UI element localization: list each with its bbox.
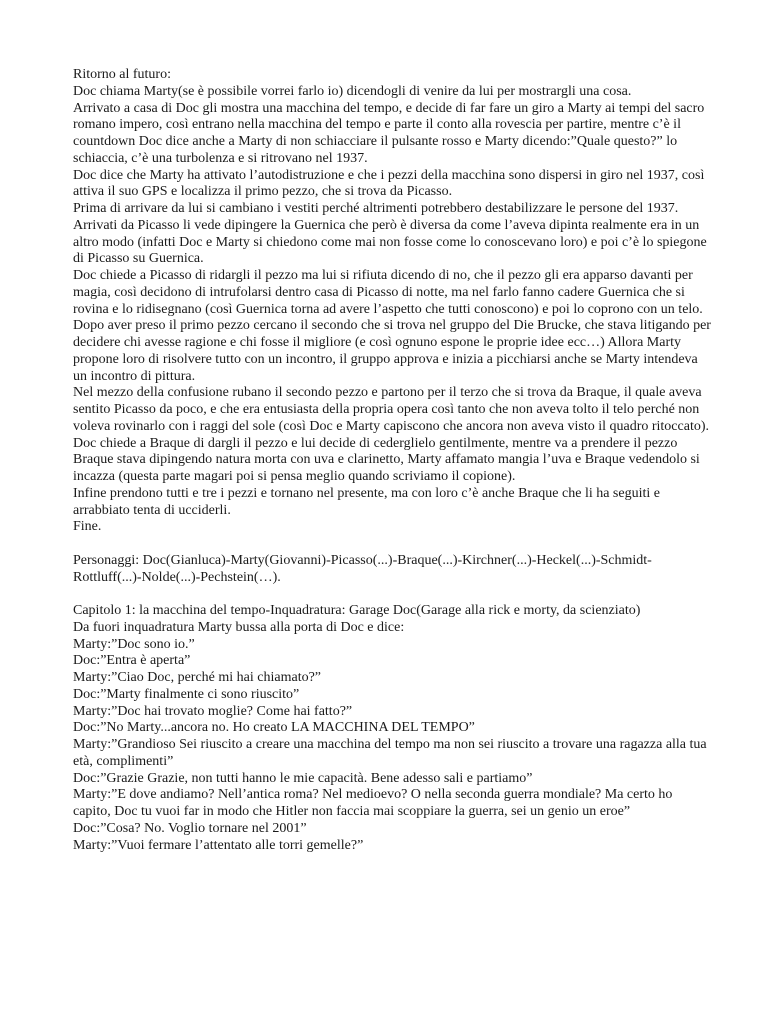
document-page bbox=[73, 67, 713, 854]
dialogue-line: Doc:”Entra è aperta” bbox=[73, 653, 191, 669]
summary-heading: Ritorno al futuro: bbox=[73, 67, 171, 82]
dialogue-line: Marty:”E dove andiamo? Nell’antica roma? Nel medioevo? O nella seconda guerra mondiale? Ma certo ho capito, Doc tu vuoi far in modo che Hitler non faccia mai scoppiare la guerra, sei un genio un eroe” bbox=[73, 787, 673, 819]
stage-direction: Da fuori inquadratura Marty bussa alla porta di Doc e dice: bbox=[73, 619, 405, 635]
blank-line bbox=[73, 586, 713, 603]
dialogue-line: Marty:”Doc hai trovato moglie? Come hai fatto?” bbox=[73, 703, 353, 719]
dialogue-line: Marty:”Ciao Doc, perché mi hai chiamato?” bbox=[73, 670, 322, 685]
dialogue-line: Marty:”Vuoi fermare l’attentato alle torri gemelle?” bbox=[73, 837, 364, 853]
chapter-heading: Capitolo 1: la macchina del tempo-Inquadratura: Garage Doc(Garage alla rick e morty, da scienziato) bbox=[73, 603, 641, 618]
summary-paragraph: Infine prendono tutti e tre i pezzi e tornano nel presente, ma con loro c’è anche Braque che li ha seguiti e arrabbiato tenta di ucciderli. bbox=[73, 485, 660, 518]
dialogue-line: Doc:”Cosa? No. Voglio tornare nel 2001” bbox=[73, 820, 307, 836]
summary-paragraph: Arrivato a casa di Doc gli mostra una macchina del tempo, e decide di far fare un giro a Marty ai tempi del sacro romano impero, così entrano nella macchina del tempo e parte il conto alla rovescia per partire, mentre c’è il countdown Doc dice anche a Marty di non schiacciare il pulsante rosso e Marty dicendo:”Quale questo?” lo schiaccia, c’è una turbolenza e si ritrovano nel 1937. bbox=[73, 100, 705, 166]
summary-paragraph: Arrivati da Picasso li vede dipingere la Guernica che però è diversa da come l’aveva dipinta realmente era in un altro modo (infatti Doc e Marty si chiedono come mai non fosse come lo conoscevano loro) e poi c’è lo spiegone di Picasso su Guernica. bbox=[73, 217, 707, 267]
summary-end: Fine. bbox=[73, 519, 102, 535]
dialogue-line: Doc:”Grazie Grazie, non tutti hanno le mie capacità. Bene adesso sali e partiamo” bbox=[73, 770, 533, 786]
summary-paragraph: Doc chiede a Braque di dargli il pezzo e lui decide di cederglielo gentilmente, mentre va a prendere il pezzo Braque stava dipingendo natura morta con uva e clarinetto, Marty affamato mangia l’uva e Braque vedendolo si incazza (questa parte magari poi si pensa meglio quando scriviamo il copione). bbox=[73, 435, 700, 484]
characters-list: Personaggi: Doc(Gianluca)-Marty(Giovanni)-Picasso(...)-Braque(...)-Kirchner(...)-Heckel(...)-Schmidt-Rottluff(...)-Nolde(...)-Pechstein(…). bbox=[73, 552, 652, 585]
summary-paragraph: Nel mezzo della confusione rubano il secondo pezzo e partono per il terzo che si trova da Braque, il quale aveva sentito Picasso da poco, e che era entusiasta della propria opera così tanto che non aveva tolto il telo perché non voleva rovinarlo con i raggi del sole (così Doc e Marty capiscono che ancora non aveva visto il quadro ritoccato). bbox=[73, 385, 709, 434]
summary-paragraph: Doc chiede a Picasso di ridargli il pezzo ma lui si rifiuta dicendo di no, che il pezzo gli era apparso davanti per magia, così decidono di intrufolarsi dentro casa di Picasso di notte, ma nel farlo fanno cadere Guernica che si rovina e lo ridisegnano (così Guernica torna ad avere l’aspetto che tutti conoscono) e poi lo coprono con un telo. bbox=[73, 268, 703, 317]
summary-paragraph: Prima di arrivare da lui si cambiano i vestiti perché altrimenti potrebbero destabilizzare le persone del 1937. bbox=[73, 201, 679, 216]
blank-line bbox=[73, 536, 713, 553]
dialogue-line: Marty:”Grandioso Sei riuscito a creare una macchina del tempo ma non sei riuscito a trovare una ragazza alla tua età, complimenti” bbox=[73, 737, 707, 769]
summary-paragraph: Dopo aver preso il primo pezzo cercano il secondo che si trova nel gruppo del Die Brucke, che stava litigando per decidere chi avesse ragione e chi fosse il migliore (e così ognuno espone le proprie idee ecc…) Allora Marty propone loro di risolvere tutto con un incontro, il gruppo approva e inizia a picchiarsi anche se Marty intendeva un incontro di pittura. bbox=[73, 318, 711, 384]
summary-paragraph: Doc chiama Marty(se è possibile vorrei farlo io) dicendogli di venire da lui per mostrargli una cosa. bbox=[73, 83, 632, 99]
dialogue-line: Doc:”No Marty...ancora no. Ho creato LA MACCHINA DEL TEMPO” bbox=[73, 720, 475, 736]
dialogue-line: Doc:”Marty finalmente ci sono riuscito” bbox=[73, 686, 300, 702]
summary-paragraph: Doc dice che Marty ha attivato l’autodistruzione e che i pezzi della macchina sono dispersi in giro nel 1937, così attiva il suo GPS e localizza il primo pezzo, che si trova da Picasso. bbox=[73, 167, 705, 200]
dialogue-line: Marty:”Doc sono io.” bbox=[73, 636, 195, 652]
